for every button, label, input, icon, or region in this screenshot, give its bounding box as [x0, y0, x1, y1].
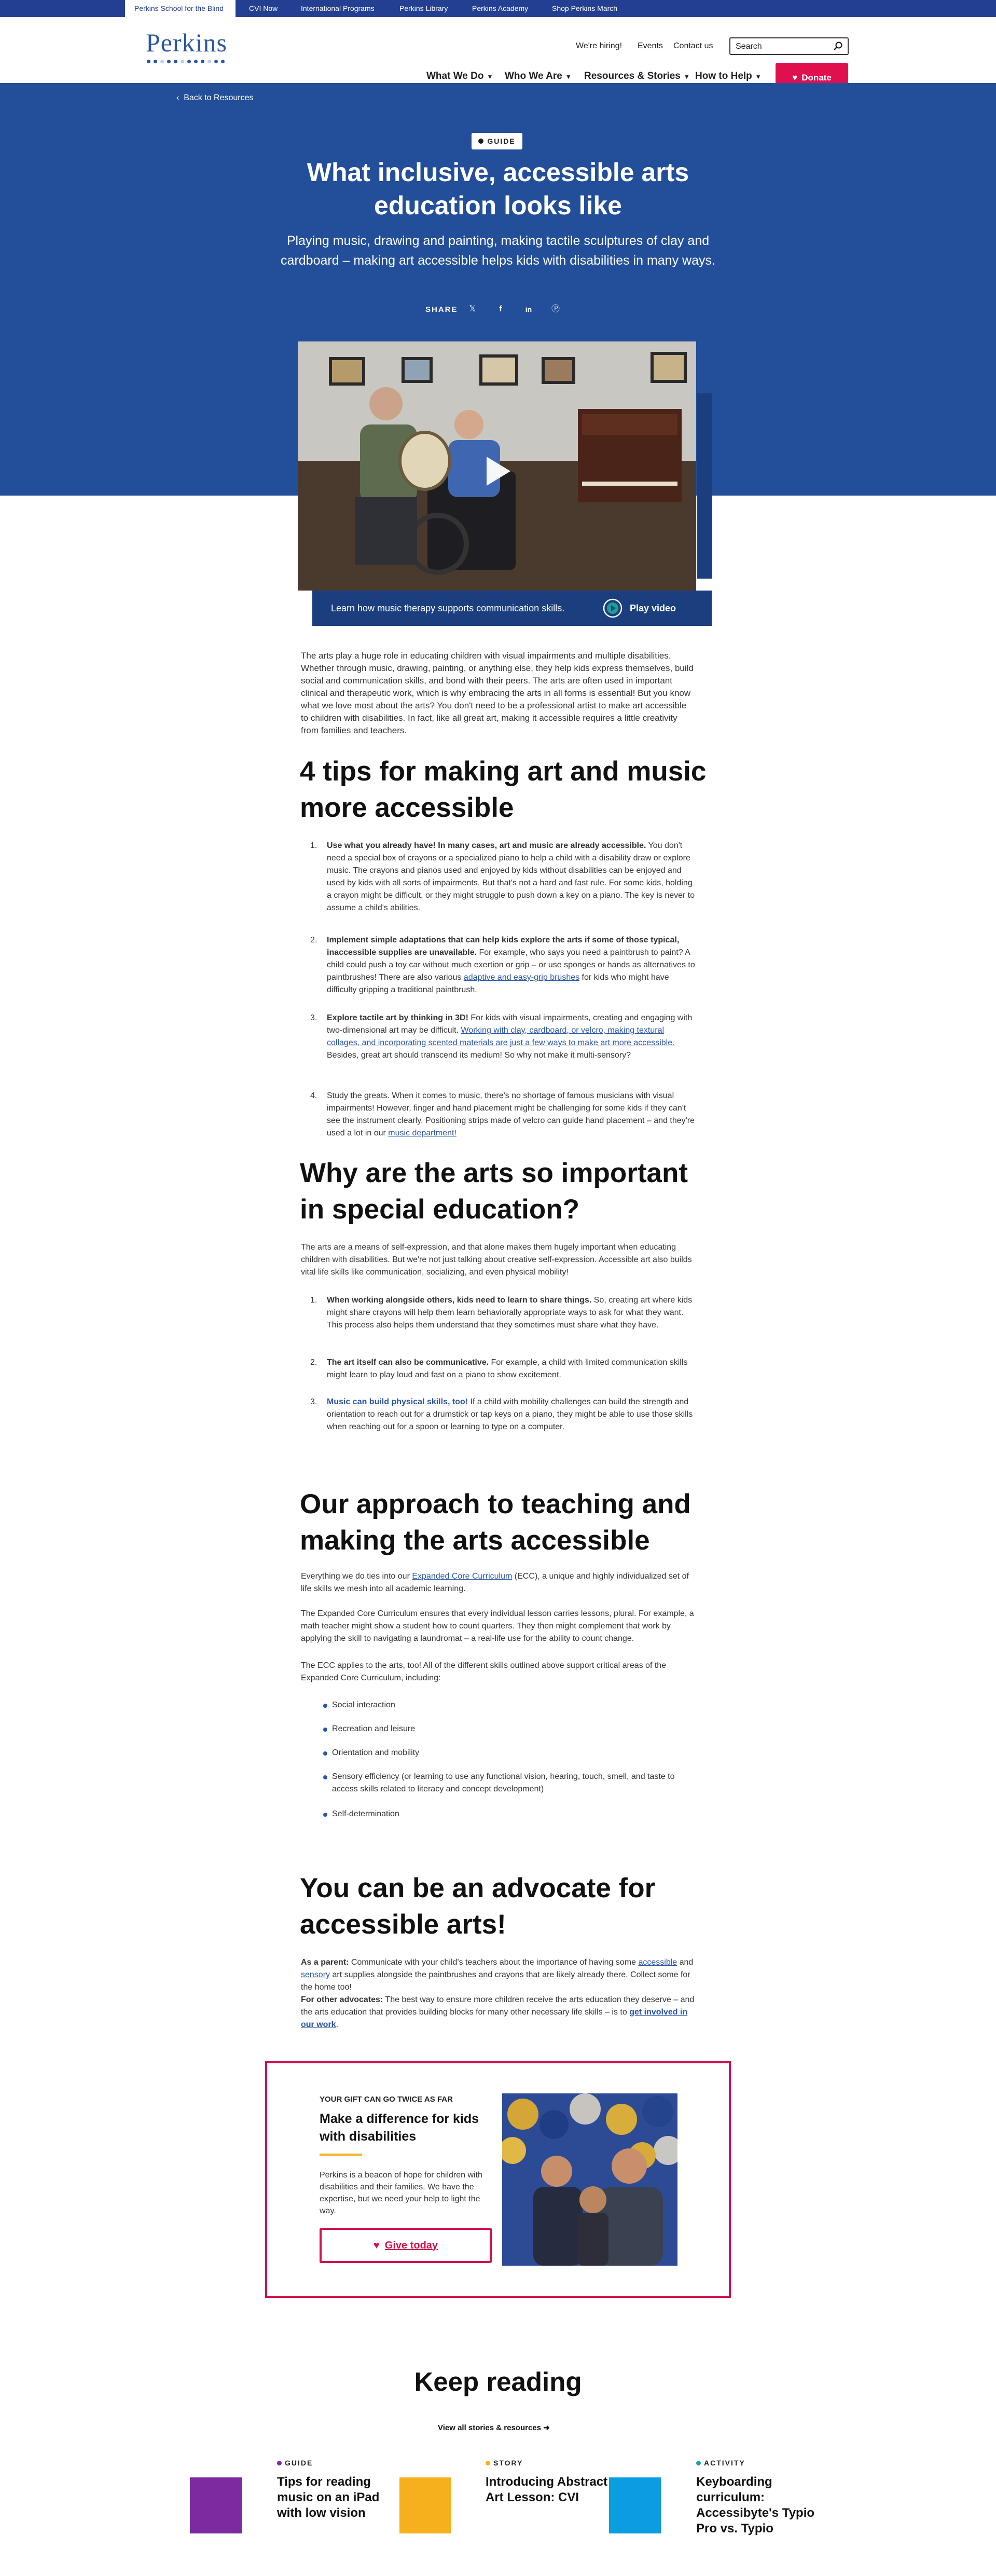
chevron-left-icon: ‹: [176, 93, 184, 102]
tab-international-programs[interactable]: International Programs: [301, 4, 375, 12]
list-text: Besides, great art should transcend its medium! So why not make it multi-sensory?: [327, 1051, 631, 1060]
search-input[interactable]: [729, 37, 849, 55]
linkedin-icon[interactable]: in: [525, 305, 532, 313]
tab-perkins-school[interactable]: Perkins School for the Blind: [125, 0, 236, 17]
nav-label: Resources & Stories: [584, 71, 681, 81]
page-title: What inclusive, accessible arts education looks like: [307, 158, 689, 220]
tag-label: STORY: [493, 2459, 523, 2467]
chevron-down-icon: ▼: [487, 73, 493, 80]
nav-label: What We Do: [426, 71, 484, 81]
list-bold: The art itself can also be communicative.: [327, 1358, 489, 1367]
card-divider: [320, 2154, 362, 2156]
story-tag: [696, 2459, 745, 2467]
story-thumbnail[interactable]: [609, 2477, 661, 2533]
list-number: 2.: [310, 936, 317, 944]
list-text: So, creating art where kids might share crayons will help them learn behaviorally appropriate ways to ask for what they want. This process also helps them understand that they sometimes must share what they have.: [327, 1296, 693, 1330]
text: art supplies alongside the paintbrushes and crayons that are likely already there. Collect some for the home too!: [301, 1970, 690, 1992]
view-all-label: View all stories & resources: [438, 2423, 541, 2432]
arrow-right-icon: ➜: [543, 2423, 550, 2432]
list-bold: When working alongside others, kids need to learn to share things.: [327, 1296, 592, 1305]
section-paragraph: The arts are a means of self-expression, and that alone makes them hugely important when educating children with disabilities. But we're not just talking about creative self-expression. Accessible art also builds vital life skills like communication, socializing, and even physical mobility!: [301, 1243, 692, 1277]
nav-label: How to Help: [695, 71, 752, 81]
logo[interactable]: [146, 28, 227, 63]
section-paragraph: The ECC applies to the arts, too! All of the different skills outlined above support critical areas of the Expanded Core Curriculum, including:: [301, 1661, 667, 1682]
parent-paragraph: [301, 1956, 695, 1994]
story-title[interactable]: Keyboarding curriculum: Accessibyte's Typio Pro vs. Typio: [696, 2475, 815, 2536]
list-text: You don't need a special box of crayons or a specialized piano to help a child with a disability draw or explore music. The crayons and pianos used and enjoyed by kids without disabilities can be enjoyed and used by kids with all sorts of impairments. But that's not a hard and fast rule. For some kids, holding a crayon might be difficult, or they might struggle to push down a key on a piano. The key is never to assume a child's abilities.: [327, 841, 695, 912]
guide-badge: [472, 133, 522, 149]
badge-label: GUIDE: [487, 137, 516, 145]
advocates-paragraph: [301, 1994, 695, 2031]
section-paragraph: The Expanded Core Curriculum ensures that every individual lesson carries lessons, plural. For example, a math teacher might show a student how to count quarters. They then might complement that work by applying the skill to navigating a laundromat – a real-life use for the ability to count change.: [301, 1609, 694, 1643]
text: .: [336, 2020, 339, 2029]
card-title: Make a difference for kids with disabilities: [320, 2112, 479, 2144]
dot-icon: [486, 2461, 490, 2465]
list-item: [310, 934, 696, 996]
section-paragraph: [301, 1570, 695, 1595]
tag-label: GUIDE: [285, 2459, 313, 2467]
top-utility-bar: [0, 0, 996, 17]
dot-icon: [696, 2461, 701, 2465]
story-thumbnail[interactable]: [190, 2477, 242, 2533]
list-number: 2.: [310, 1358, 317, 1367]
donate-label: Donate: [801, 73, 832, 83]
bullet-item: Recreation and leisure: [332, 1723, 695, 1735]
keep-reading-heading: Keep reading: [414, 2367, 582, 2396]
list-item: [310, 1090, 696, 1140]
nav-what-we-do[interactable]: [426, 71, 493, 82]
list-number: 3.: [310, 1013, 317, 1022]
nav-how-to-help[interactable]: [695, 71, 762, 82]
dot-icon: [277, 2461, 282, 2465]
text: Communicate with your child's teachers about the importance of having some: [349, 1958, 639, 1967]
sensory-link[interactable]: sensory: [301, 1970, 330, 1979]
physical-skills-link[interactable]: Music can build physical skills, too!: [327, 1397, 468, 1406]
bullet-item: Self-determination: [332, 1808, 695, 1820]
donor-photo: [502, 2093, 677, 2266]
music-department-link[interactable]: music department!: [388, 1129, 457, 1138]
tab-cvi-now[interactable]: CVI Now: [249, 4, 278, 12]
heart-icon: ♥: [792, 73, 798, 83]
back-link[interactable]: [176, 93, 254, 103]
card-eyebrow: YOUR GIFT CAN GO TWICE AS FAR: [320, 2095, 453, 2104]
tab-perkins-library[interactable]: Perkins Library: [399, 4, 448, 12]
nav-who-we-are[interactable]: [505, 71, 572, 82]
braille-dots: [147, 60, 227, 63]
contact-link[interactable]: Contact us: [673, 42, 713, 50]
list-bold: Implement simple adaptations that can help kids explore the arts if some of those typical, inaccessible supplies are unavailable.: [327, 936, 680, 957]
list-item: [310, 1012, 696, 1062]
list-number: 1.: [310, 1296, 317, 1305]
story-tag: [277, 2459, 313, 2467]
chevron-down-icon: ▼: [755, 73, 762, 80]
hiring-link[interactable]: We're hiring!: [576, 42, 622, 50]
chevron-down-icon: ▼: [683, 73, 690, 80]
events-link[interactable]: Events: [638, 42, 663, 50]
dot-icon: [478, 139, 483, 144]
intro-paragraph: The arts play a huge role in educating children with visual impairments and multiple disabilities. Whether through music, drawing, painting, or anything else, they help kids express themselves, build social and communication skills, and bond with their peers. The arts are often used in important clinical and therapeutic work, which is why embracing the arts in all forms is essential! But you know what we love most about the arts? You don't need to be a professional artist to make art accessible to children with disabilities. In fact, like all great art, making it accessible requires a little creativity from families and teachers.: [301, 651, 694, 735]
get-involved-link[interactable]: get involved in our work: [301, 2008, 688, 2029]
adaptive-brushes-link[interactable]: adaptive and easy-grip brushes: [463, 973, 580, 982]
list-bold: Explore tactile art by thinking in 3D!: [327, 1013, 468, 1022]
list-item: [310, 1356, 696, 1381]
facebook-icon[interactable]: f: [499, 305, 502, 313]
section-heading: 4 tips for making art and music more accessible: [300, 756, 707, 823]
text: The best way to ensure more children receive the arts education they deserve – and the arts education that provides building blocks for many other necessary life skills – is to: [301, 1995, 695, 2017]
list-text: If a child with mobility challenges can build the strength and orientation to reach out for a drumstick or tap keys on a piano, they might be able to use those skills when reaching out for a spoon or learning to type on a computer.: [327, 1397, 693, 1431]
list-number: 1.: [310, 841, 317, 850]
view-all-link[interactable]: [438, 2423, 550, 2432]
play-label: Play video: [630, 602, 676, 613]
list-text: For example, who says you need a paintbrush to paint? A child could push a toy car without much exertion or grip – or use sponges or hands as alternatives to paintbrushes! There are also various: [327, 948, 695, 982]
video-thumbnail: [298, 341, 696, 591]
ecc-link[interactable]: Expanded Core Curriculum: [412, 1572, 513, 1581]
list-item: [310, 840, 696, 914]
back-label: Back to Resources: [184, 93, 254, 102]
list-item: [310, 1294, 696, 1332]
give-label: Give today: [384, 2239, 438, 2251]
accessible-link[interactable]: accessible: [638, 1958, 677, 1967]
bullet-item: Orientation and mobility: [332, 1747, 695, 1759]
x-icon[interactable]: 𝕏: [469, 305, 476, 313]
pinterest-icon[interactable]: Ⓟ: [551, 305, 560, 313]
card-body: Perkins is a beacon of hope for children with disabilities and their families. We have the expertise, but we need your help to light the way.: [320, 2171, 482, 2215]
logo-wordmark: Perkins: [146, 28, 227, 57]
section-heading: Why are the arts so important in special education?: [300, 1158, 688, 1225]
tag-label: ACTIVITY: [704, 2459, 745, 2467]
story-tag: [486, 2459, 523, 2467]
label: As a parent:: [301, 1958, 349, 1967]
bullet-item: Sensory efficiency (or learning to use any functional vision, hearing, touch, smell, and taste to access skills related to literacy and concept development): [332, 1771, 695, 1796]
story-title[interactable]: Tips for reading music on an iPad with low vision: [277, 2475, 380, 2520]
play-icon: [603, 598, 622, 618]
list-item: [310, 1396, 696, 1433]
video-caption: Learn how music therapy supports communication skills.: [331, 603, 565, 613]
list-bold: Use what you already have! In many cases, art and music are already accessible.: [327, 841, 646, 850]
share-label: SHARE: [425, 305, 458, 314]
text: Everything we do ties into our: [301, 1572, 412, 1581]
text: and: [677, 1958, 694, 1967]
list-text: for kids who might have difficulty gripping a traditional paintbrush.: [327, 973, 669, 994]
page-subtitle: Playing music, drawing and painting, making tactile sculptures of clay and cardboard – making art accessible helps kids with disabilities in many ways.: [281, 234, 715, 268]
give-today-button[interactable]: [320, 2228, 492, 2263]
list-text: For example, a child with limited communication skills might learn to play loud and fast on a piano to show excitement.: [327, 1358, 688, 1379]
video-player[interactable]: [298, 341, 696, 591]
search-placeholder: Search: [736, 42, 762, 51]
chevron-down-icon: ▼: [565, 73, 572, 80]
story-thumbnail[interactable]: [399, 2477, 451, 2533]
list-text: For kids with visual impairments, creating and engaging with two-dimensional art may be difficult.: [327, 1013, 693, 1035]
nav-resources-stories[interactable]: [584, 71, 690, 82]
heart-icon: ♥: [373, 2239, 380, 2251]
label: For other advocates:: [301, 1995, 383, 2004]
list-number: 4.: [310, 1091, 317, 1100]
list-number: 3.: [310, 1397, 317, 1406]
video-caption-bar: [312, 591, 712, 626]
tab-shop-perkins-march[interactable]: Shop Perkins March: [552, 4, 618, 12]
play-video-button[interactable]: [603, 598, 676, 618]
section-heading: Our approach to teaching and making the arts accessible: [300, 1489, 691, 1556]
nav-label: Who We Are: [505, 71, 562, 81]
hero-accent-block: [697, 393, 712, 579]
search-icon[interactable]: [833, 41, 843, 51]
site-header: [0, 17, 996, 83]
bullet-item: Social interaction: [332, 1699, 695, 1711]
text: (ECC), a unique and highly individualized set of life skills we mesh into all academic learning.: [301, 1572, 689, 1593]
tab-perkins-academy[interactable]: Perkins Academy: [472, 4, 529, 12]
story-title[interactable]: Introducing Abstract Art Lesson: CVI: [486, 2475, 608, 2504]
section-heading: You can be an advocate for accessible arts!: [300, 1873, 656, 1940]
list-text: Study the greats. When it comes to music, there's no shortage of famous musicians with visual impairments! However, finger and hand placement might be challenging for some kids if they can't see the instrument clearly. Positioning strips made of velcro can guide hand placement – and they're used a lot in our: [327, 1091, 695, 1138]
tactile-art-link[interactable]: Working with clay, cardboard, or velcro, making textural collages, and incorporating scented materials are just a few ways to make art more accessible.: [327, 1026, 675, 1047]
